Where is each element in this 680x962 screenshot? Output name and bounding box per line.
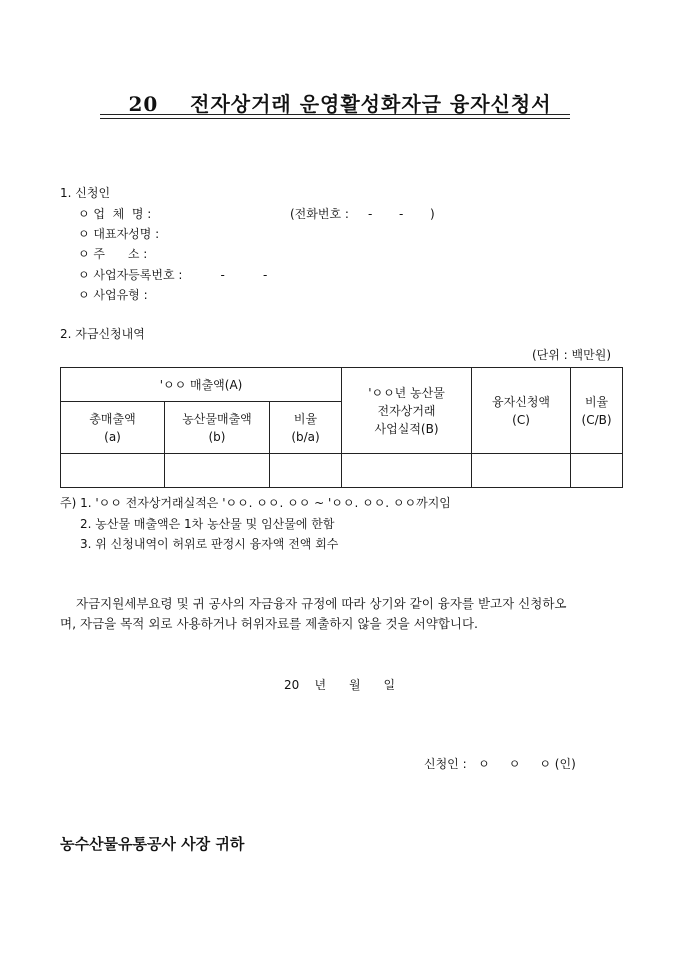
- field-company-name: ㅇ 업 체 명 :: [78, 207, 152, 221]
- note-1: 주) 1. 'ㅇㅇ 전자상거래실적은 'ㅇㅇ. ㅇㅇ. ㅇㅇ ~ 'ㅇㅇ. ㅇㅇ. ㅇㅇ까지임: [60, 496, 451, 510]
- applicant-signature: 신청인 : ㅇ ㅇ ㅇ (인): [424, 757, 576, 771]
- agri-sales-value-cell: [165, 454, 270, 488]
- field-representative: ㅇ 대표자성명 :: [78, 227, 160, 241]
- sales-header-cell: 'ㅇㅇ 매출액(A): [61, 368, 342, 402]
- ratio-ba-header: 비율 (b/a): [270, 402, 342, 454]
- note-3: 3. 위 신청내역이 허위로 판정시 융자액 전액 회수: [80, 537, 339, 551]
- ecommerce-performance-header: 'ㅇㅇ년 농산물 전자상거래 사업실적(B): [342, 368, 472, 454]
- field-business-type: ㅇ 사업유형 :: [78, 288, 148, 302]
- pledge-line-2: 며, 자금을 목적 외로 사용하거나 허위자료를 제출하지 않을 것을 서약합니다.: [60, 616, 479, 631]
- date-line: 20 년 월 일: [284, 678, 396, 692]
- field-address: ㅇ 주 소 :: [78, 247, 148, 261]
- ecommerce-value-cell: [342, 454, 472, 488]
- field-business-reg-number: ㅇ 사업자등록번호 : - -: [78, 268, 268, 282]
- total-sales-value-cell: [61, 454, 165, 488]
- title-underline: [100, 114, 570, 115]
- ratio-cb-header: 비율 (C/B): [571, 368, 623, 454]
- unit-label: (단위 : 백만원): [532, 348, 611, 362]
- loan-amount-value-cell: [472, 454, 571, 488]
- loan-amount-header: 융자신청액 (C): [472, 368, 571, 454]
- ratio-ba-value-cell: [270, 454, 342, 488]
- field-phone-number: (전화번호 : - - ): [290, 207, 435, 221]
- document-title: 20 전자상거래 운영활성화자금 융자신청서: [128, 92, 552, 116]
- title-underline-double: [100, 118, 570, 119]
- section-fund-heading: 2. 자금신청내역: [60, 327, 145, 341]
- note-2: 2. 농산물 매출액은 1차 농산물 및 임산물에 한함: [80, 517, 335, 531]
- fund-request-table: [60, 367, 623, 488]
- agri-sales-header: 농산물매출액 (b): [165, 402, 270, 454]
- total-sales-header: 총매출액 (a): [61, 402, 165, 454]
- ratio-cb-value-cell: [571, 454, 623, 488]
- pledge-line-1: 자금지원세부요령 및 귀 공사의 자금융자 규정에 따라 상기와 같이 융자를 받고자 신청하오: [76, 596, 567, 611]
- section-applicant-heading: 1. 신청인: [60, 186, 111, 200]
- addressee: 농수산물유통공사 사장 귀하: [60, 835, 245, 853]
